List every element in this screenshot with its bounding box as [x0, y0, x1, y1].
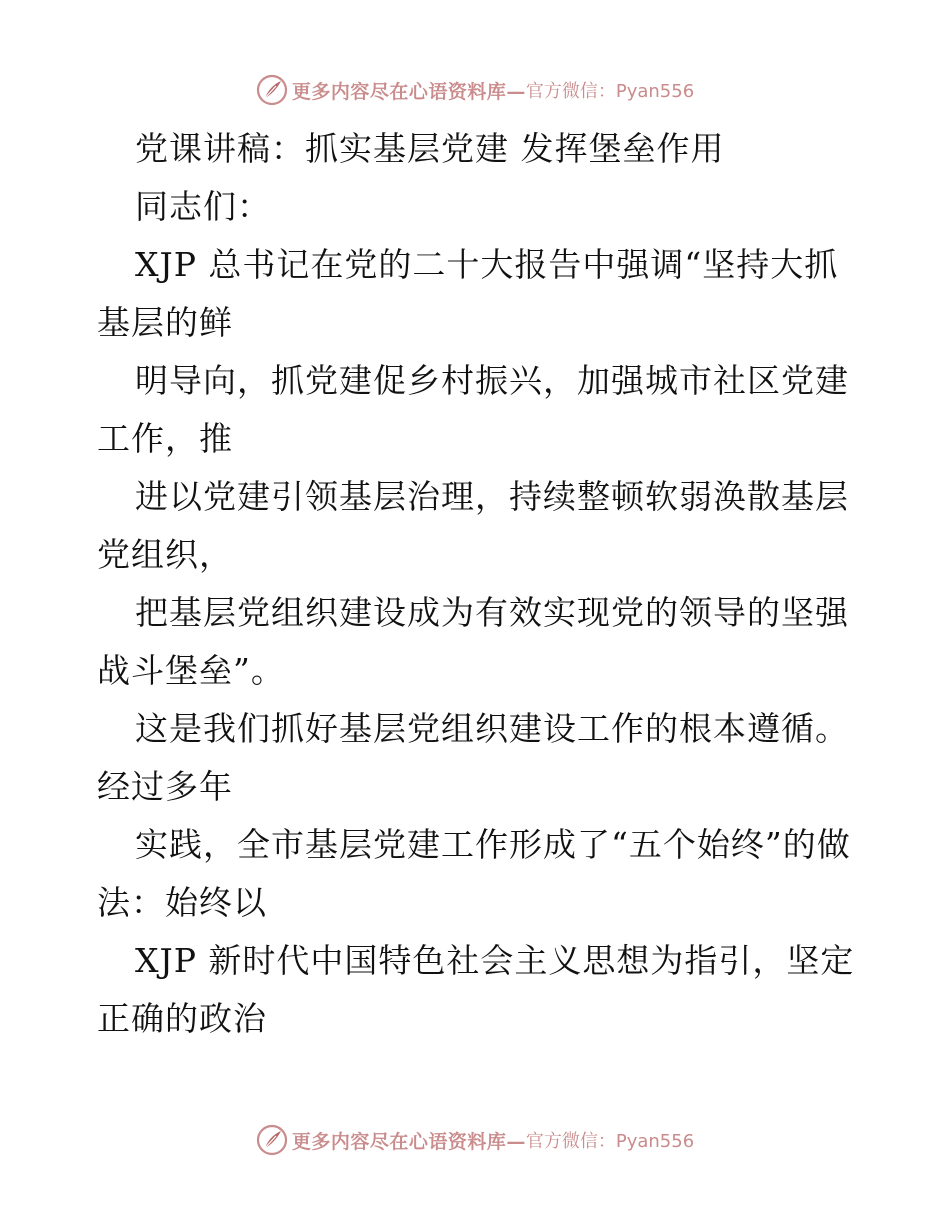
feather-pen-logo-icon: [256, 1124, 288, 1156]
watermark-text: 更多内容尽在心语资料库—: [291, 1130, 526, 1153]
watermark-contact: 官方微信：Pyan556: [525, 81, 695, 102]
body-line: 把基层党组织建设成为有效实现党的领导的坚强战斗堡垒”。: [97, 593, 849, 690]
body-line: 进以党建引领基层治理，持续整顿软弱涣散基层党组织，: [97, 477, 849, 574]
greeting: 同志们：: [135, 187, 271, 226]
document-title: 党课讲稿：抓实基层党建 发挥堡垒作用: [135, 129, 725, 168]
footer-watermark-banner: [0, 1120, 950, 1160]
body-line: 实践，全市基层党建工作形成了“五个始终”的做法：始终以: [97, 825, 851, 922]
feather-pen-logo-icon: [256, 74, 288, 106]
document-body: [97, 120, 857, 1048]
body-line: 这是我们抓好基层党组织建设工作的根本遵循。经过多年: [97, 709, 849, 806]
header-watermark-banner: [0, 70, 950, 110]
watermark-contact: 官方微信：Pyan556: [525, 1131, 695, 1152]
body-line: XJP 新时代中国特色社会主义思想为指引，坚定正确的政治: [97, 941, 855, 1038]
watermark-text: 更多内容尽在心语资料库—: [291, 80, 526, 103]
body-line: 明导向，抓党建促乡村振兴，加强城市社区党建工作，推: [97, 361, 849, 458]
body-line: XJP 总书记在党的二十大报告中强调“坚持大抓基层的鲜: [97, 245, 839, 342]
